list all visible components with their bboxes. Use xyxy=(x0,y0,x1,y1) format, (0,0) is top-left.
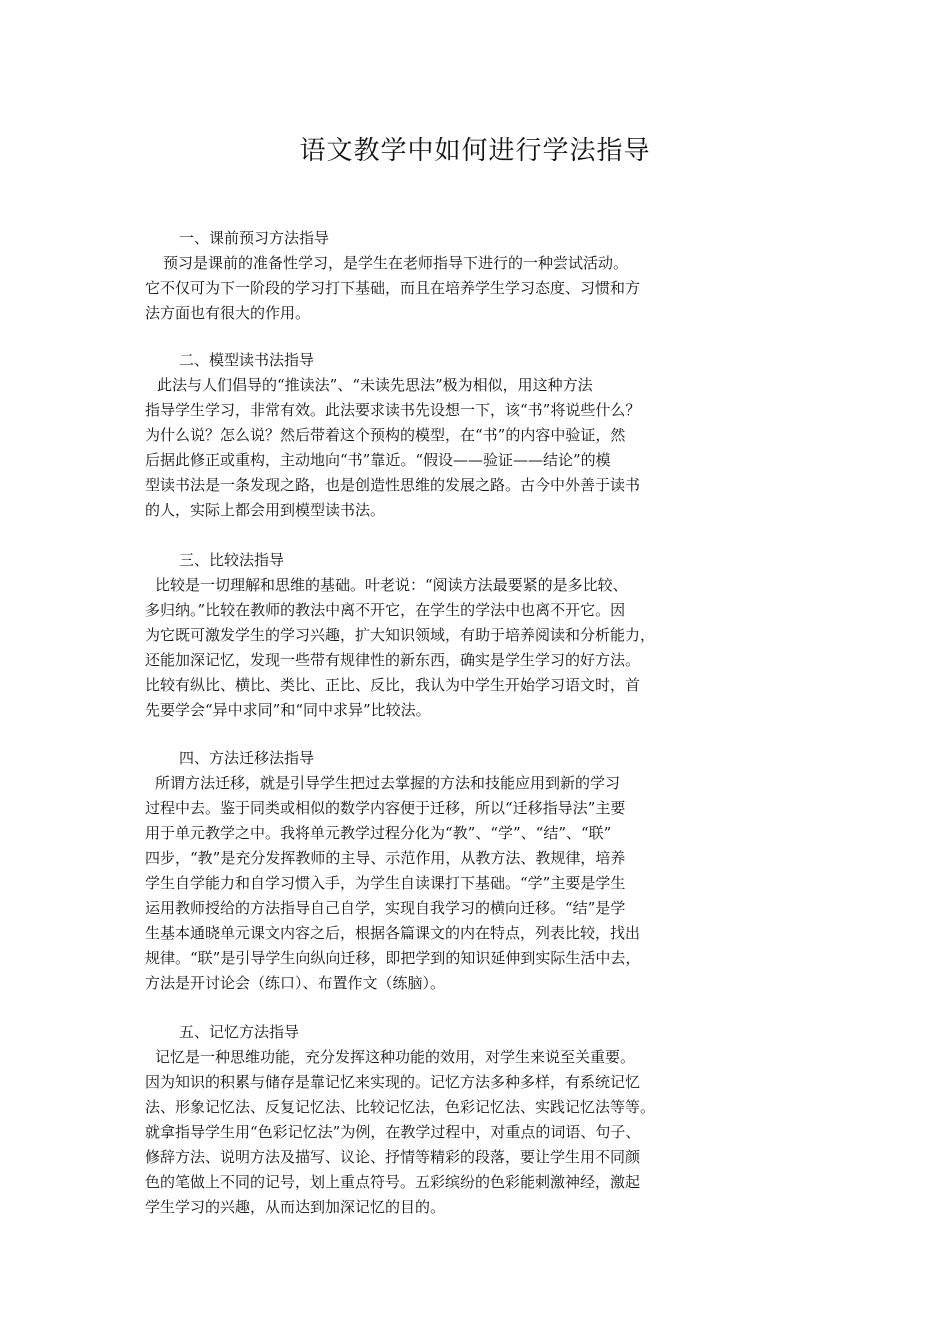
paragraph-line: 所谓方法迁移，就是引导学生把过去掌握的方法和技能应用到新的学习 xyxy=(155,774,621,792)
section-2 xyxy=(145,348,745,523)
section-heading: 二、模型读书法指导 xyxy=(179,351,315,369)
paragraph-line: 学生自学能力和自学习惯入手，为学生自读课打下基础。“学”主要是学生 xyxy=(145,874,626,892)
paragraph-line: 它不仅可为下一阶段的学习打下基础，而且在培养学生学习态度、习惯和方 xyxy=(145,279,641,297)
paragraph-line: 就拿指导学生用“色彩记忆法”为例，在教学过程中，对重点的词语、句子、 xyxy=(145,1123,641,1141)
paragraph-line: 多归纳。”比较在教师的教法中离不开它，在学生的学法中也离不开它。因 xyxy=(145,601,626,619)
paragraph-line: 用于单元教学之中。我将单元教学过程分化为“教”、“学”、“结”、“联” xyxy=(145,824,612,842)
paragraph-line: 法、形象记忆法、反复记忆法、比较记忆法，色彩记忆法、实践记忆法等等。 xyxy=(145,1098,656,1116)
paragraph-line: 预习是课前的准备性学习，是学生在老师指导下进行的一种尝试活动。 xyxy=(163,254,629,272)
paragraph-line: 法方面也有很大的作用。 xyxy=(145,304,311,322)
paragraph-line: 比较有纵比、横比、类比、正比、反比，我认为中学生开始学习语文时，首 xyxy=(145,676,641,694)
paragraph-line: 记忆是一种思维功能，充分发挥这种功能的效用，对学生来说至关重要。 xyxy=(155,1048,636,1066)
section-heading: 三、比较法指导 xyxy=(179,551,285,569)
paragraph-line: 四步，“教”是充分发挥教师的主导、示范作用，从教方法、教规律，培养 xyxy=(145,849,626,867)
paragraph-line: 生基本通晓单元课文内容之后，根据各篇课文的内在特点，列表比较，找出 xyxy=(145,924,641,942)
paragraph-line: 型读书法是一条发现之路，也是创造性思维的发展之路。古今中外善于读书 xyxy=(145,476,641,494)
paragraph-line: 规律。“联”是引导学生向纵向迁移，即把学到的知识延伸到实际生活中去， xyxy=(145,949,641,967)
paragraph-line: 过程中去。鉴于同类或相似的数学内容便于迁移，所以“迁移指导法”主要 xyxy=(145,799,626,817)
paragraph-line: 先要学会“异中求同”和“同中求异”比较法。 xyxy=(145,701,431,719)
document-title: 语文教学中如何进行学法指导 xyxy=(299,136,651,166)
paragraph-line: 后据此修正或重构，主动地向“书”靠近。“假设——验证——结论”的模 xyxy=(145,451,611,469)
section-heading: 一、课前预习方法指导 xyxy=(179,229,330,247)
paragraph-line: 运用教师授给的方法指导自己自学，实现自我学习的横向迁移。“结”是学 xyxy=(145,899,626,917)
paragraph-line: 色的笔做上不同的记号，划上重点符号。五彩缤纷的色彩能刺激神经，激起 xyxy=(145,1173,641,1191)
section-heading: 五、记忆方法指导 xyxy=(179,1023,300,1041)
paragraph-line: 为它既可激发学生的学习兴趣，扩大知识领域，有助于培养阅读和分析能力， xyxy=(145,626,656,644)
section-5 xyxy=(145,1020,745,1220)
paragraph-line: 的人，实际上都会用到模型读书法。 xyxy=(145,501,386,519)
section-heading: 四、方法迁移法指导 xyxy=(179,749,315,767)
paragraph-line: 指导学生学习，非常有效。此法要求读书先设想一下，该“书”将说些什么？ xyxy=(145,401,641,419)
paragraph-line: 比较是一切理解和思维的基础。叶老说：“阅读方法最要紧的是多比较、 xyxy=(155,576,628,594)
paragraph-line: 方法是开讨论会（练口）、布置作文（练脑）。 xyxy=(145,974,446,992)
section-4 xyxy=(145,746,745,996)
paragraph-line: 学生学习的兴趣，从而达到加深记忆的目的。 xyxy=(145,1198,446,1216)
section-3 xyxy=(145,548,745,723)
paragraph-line: 修辞方法、说明方法及描写、议论、抒情等精彩的段落，要让学生用不同颜 xyxy=(145,1148,641,1166)
section-1 xyxy=(145,226,745,326)
paragraph-line: 还能加深记忆，发现一些带有规律性的新东西，确实是学生学习的好方法。 xyxy=(145,651,641,669)
paragraph-line: 此法与人们倡导的“推读法”、“未读先思法”极为相似，用这种方法 xyxy=(157,376,593,394)
paragraph-line: 因为知识的积累与储存是靠记忆来实现的。记忆方法多种多样，有系统记忆 xyxy=(145,1073,641,1091)
paragraph-line: 为什么说？怎么说？然后带着这个预构的模型，在“书”的内容中验证，然 xyxy=(145,426,626,444)
